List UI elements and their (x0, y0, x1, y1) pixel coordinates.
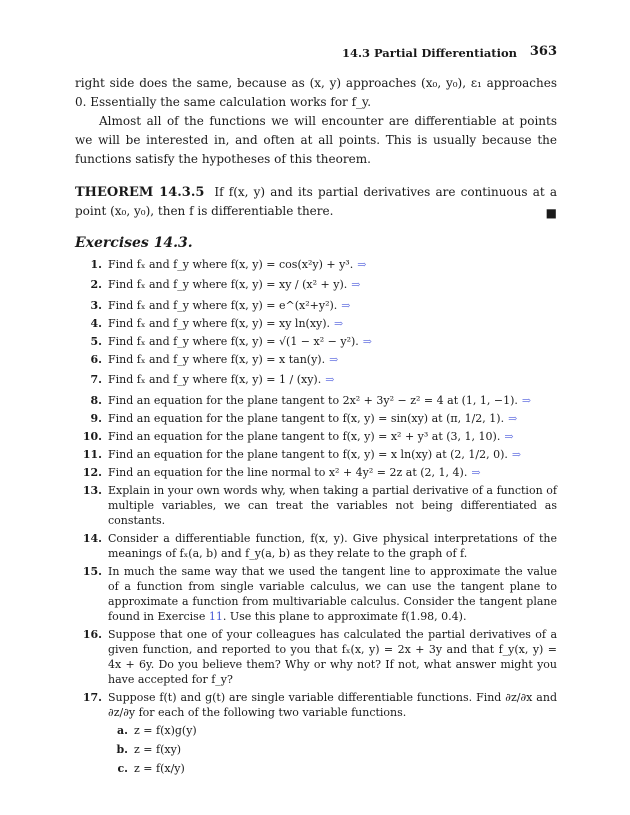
exercise-item (75, 316, 557, 331)
exercise-text: Explain in your own words why, when taking a partial derivative of a function of multiple variables, we can treat the variables not being differentiated as constants. (108, 484, 557, 527)
sub-exercise-label: a. (117, 724, 128, 737)
exercise-number: 12. (82, 466, 102, 479)
paragraph: Almost all of the functions we will encounter are differentiable at points we will be interested in, and often at all points. This is usually because the functions satisfy the hypotheses of this theorem. (75, 114, 557, 166)
exercise-item (75, 257, 557, 272)
exercise-number: 8. (90, 394, 102, 407)
exercise-number: 13. (82, 484, 102, 497)
exercises-heading: Exercises 14.3. (75, 235, 193, 251)
exercise-item (75, 334, 557, 349)
exercise-number: 10. (82, 430, 102, 443)
exercise-text: Find fₓ and f_y where f(x, y) = 1 / (xy). (108, 373, 322, 386)
page-body (75, 74, 557, 777)
theorem-block (75, 183, 557, 220)
page-number: 363 (529, 44, 557, 59)
exercise-text: Find an equation for the plane tangent to f(x, y) = sin(xy) at (π, 1/2, 1). (108, 412, 505, 425)
exercise-item (75, 393, 557, 408)
exercise-item (75, 298, 557, 313)
answer-link-arrow[interactable]: ⇒ (334, 317, 344, 330)
exercise-text: Suppose that one of your colleagues has calculated the partial derivatives of a given function, and reported to you that fₓ(x, y) = 2x + 3y and that f_y(x, y) = 4x + 6y. Do you believe them? Why or why not? If not, what answer might you have accepted for f_y? (108, 628, 557, 686)
exercise-number: 6. (90, 353, 102, 366)
exercise-number: 17. (82, 691, 102, 704)
answer-link-arrow[interactable]: ⇒ (329, 353, 339, 366)
exercise-number: 11. (82, 448, 102, 461)
exercise-item (75, 564, 557, 624)
exercise-item (75, 465, 557, 480)
exercise-text: Find an equation for the plane tangent to f(x, y) = x² + y³ at (3, 1, 10). (108, 430, 501, 443)
exercise-item (75, 275, 557, 294)
exercise-text: Find fₓ and f_y where f(x, y) = e^(x²+y²). (108, 299, 338, 312)
exercise-text: In much the same way that we used the tangent line to approximate the value of a function from single variable calculus, we can use the tangent plane to approximate a function from multivariable calculus. Consider the tangent plane found in Exercise (108, 565, 557, 623)
exercise-text: Find fₓ and f_y where f(x, y) = cos(x²y) + y³. (108, 258, 354, 271)
exercise-item (75, 370, 557, 389)
answer-link-arrow[interactable]: ⇒ (471, 466, 481, 479)
exercise-item (75, 483, 557, 528)
theorem-text: If f(x, y) and its partial derivatives are continuous at a point (x₀, y₀), then f is differentiable there. (75, 185, 557, 218)
sub-exercise-item (102, 761, 557, 777)
exercise-item (75, 411, 557, 426)
exercise-text: Find fₓ and f_y where f(x, y) = √(1 − x² − y²). (108, 335, 359, 348)
exercise-text: Find fₓ and f_y where f(x, y) = x tan(y). (108, 353, 326, 366)
exercise-number: 14. (82, 532, 102, 545)
sub-exercise-text: z = f(x/y) (134, 762, 185, 775)
answer-link-arrow[interactable]: ⇒ (351, 278, 361, 291)
exercise-text: . Use this plane to approximate f(1.98, 0.4). (222, 610, 467, 623)
exercise-text: Consider a differentiable function, f(x, y). Give physical interpretations of the meanings of fₓ(a, b) and f_y(a, b) as they relate to the graph of f. (108, 532, 557, 560)
answer-link-arrow[interactable]: ⇒ (325, 373, 335, 386)
exercise-item (75, 531, 557, 561)
exercise-item (75, 690, 557, 720)
exercise-item (75, 447, 557, 462)
theorem-label: THEOREM 14.3.5 (75, 185, 205, 200)
exercise-list (75, 257, 557, 777)
answer-link-arrow[interactable]: ⇒ (521, 394, 532, 407)
sub-exercise-text: z = f(x)g(y) (134, 724, 197, 737)
answer-link-arrow[interactable]: ⇒ (511, 448, 522, 461)
sub-exercise-label: c. (117, 762, 128, 775)
exercise-text: Suppose f(t) and g(t) are single variable differentiable functions. Find ∂z/∂x and ∂z/∂y for each of the following two variable functions. (108, 691, 557, 719)
answer-link-arrow[interactable]: ⇒ (508, 412, 518, 425)
sub-exercise-text: z = f(xy) (134, 743, 182, 756)
exercise-number: 16. (82, 628, 102, 641)
running-header (75, 44, 557, 64)
answer-link-arrow[interactable]: ⇒ (357, 258, 367, 271)
section-title: 14.3 Partial Differentiation (341, 46, 517, 60)
exercise-item (75, 352, 557, 367)
sub-exercise-item (102, 723, 557, 739)
exercise-reference-link[interactable]: 11 (208, 610, 223, 623)
exercise-text: Find fₓ and f_y where f(x, y) = xy ln(xy). (108, 317, 331, 330)
exercise-number: 2. (90, 278, 102, 291)
exercise-text: Find an equation for the line normal to x² + 4y² = 2z at (2, 1, 4). (108, 466, 468, 479)
exercise-number: 5. (90, 335, 102, 348)
answer-link-arrow[interactable]: ⇒ (362, 335, 372, 348)
exercise-number: 1. (90, 258, 102, 271)
exercise-number: 9. (90, 412, 102, 425)
exercise-number: 15. (82, 565, 102, 578)
sub-exercise-label: b. (116, 743, 128, 756)
qed-symbol: ■ (545, 206, 557, 220)
exercise-item (75, 627, 557, 687)
exercise-text: Find fₓ and f_y where f(x, y) = xy / (x² + y). (108, 278, 348, 291)
answer-link-arrow[interactable]: ⇒ (341, 299, 351, 312)
exercise-text: Find an equation for the plane tangent to f(x, y) = x ln(xy) at (2, 1/2, 0). (108, 448, 508, 461)
exercise-number: 3. (90, 299, 102, 312)
answer-link-arrow[interactable]: ⇒ (504, 430, 514, 443)
exercise-item (75, 429, 557, 444)
exercise-number: 7. (90, 373, 102, 386)
exercise-number: 4. (90, 317, 102, 330)
paragraph: right side does the same, because as (x, y) approaches (x₀, y₀), ε₁ approaches 0. Essentially the same calculation works for f_y. (75, 76, 557, 109)
exercise-text: Find an equation for the plane tangent to 2x² + 3y² − z² = 4 at (1, 1, −1). (108, 394, 518, 407)
sub-exercise-item (102, 742, 557, 758)
